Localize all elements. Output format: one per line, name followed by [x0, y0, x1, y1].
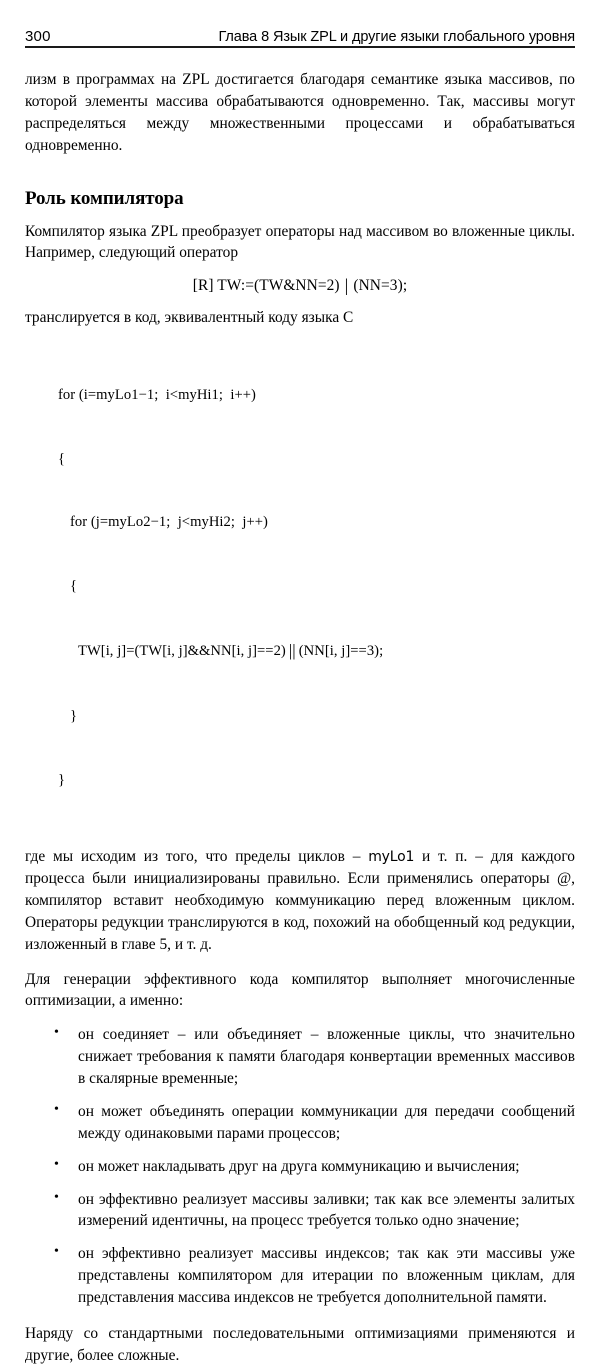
list-item: • он эффективно реализует массивы заливки; так как все элементы залитых измерений идентичны, на процесс требуется только одно значение;	[25, 1189, 575, 1233]
list-item: • он соединяет – или объединяет – вложенные циклы, что значительно снижает требования к памяти благодаря конвертации временных массивов в скалярные временные;	[25, 1024, 575, 1090]
code-line	[25, 639, 575, 664]
code-line: }	[58, 771, 66, 788]
paragraph-optimizations-lead: Для генерации эффективного кода компилятор выполняет многочисленные оптимизации, а именно:	[25, 970, 575, 1010]
code-stmt-right: (NN[i, j]==3);	[298, 643, 384, 660]
page-number: 300	[25, 28, 51, 45]
paragraph-text-part-b: и т. п. – для каждого процесса были инициализированы правильно. Если применялись операторы @, компилятор вставит необходимую коммуникацию перед вложенным циклом. Операторы редукции транслируются в код, похожий на обобщенный код редукции, изложенный в главе 5, и т. д.	[25, 848, 575, 953]
display-formula	[25, 277, 575, 295]
formula-right: (NN=3);	[353, 277, 408, 295]
running-head	[25, 0, 575, 48]
formula-separator: |	[344, 275, 349, 296]
paragraph-compiler-intro: Компилятор языка ZPL преобразует операторы над массивом во вложенные циклы. Например, следующий оператор	[25, 222, 575, 262]
section-heading: Роль компилятора	[25, 187, 184, 209]
identifier-mylo1: myLo1	[368, 849, 415, 866]
code-line: for (i=myLo1−1; i<myHi1; i++)	[58, 387, 256, 404]
paragraph-text-part-a: где мы исходим из того, что пределы циклов –	[25, 848, 369, 866]
paragraph-translates: транслируется в код, эквивалентный коду языка C	[25, 309, 354, 327]
code-line: {	[58, 450, 66, 467]
code-line: for (j=myLo2−1; j<myHi2; j++)	[70, 514, 268, 531]
code-line: }	[70, 708, 78, 725]
list-item: • он эффективно реализует массивы индексов; так как эти массивы уже представлены компилятором для итерации по вложенным циклам, для представления массива индексов не требуется дополнительной памяти.	[25, 1243, 575, 1309]
list-item: • он может объединять операции коммуникации для передачи сообщений между одинаковыми парами процессов;	[25, 1101, 575, 1145]
paragraph-intro: лизм в программах на ZPL достигается благодаря семантике языка массивов, по которой элементы массива обрабатываются одновременно. Так, массивы могут распределяться между множественными процессами и обрабатываться одновременно.	[25, 71, 575, 154]
code-or-operator: ||	[288, 641, 296, 661]
chapter-running-title: Глава 8 Язык ZPL и другие языки глобального уровня	[218, 28, 575, 45]
formula-left: [R] TW:=(TW&NN=2)	[192, 277, 340, 295]
optimizations-list	[25, 1024, 575, 1309]
paragraph-closing: Наряду со стандартными последовательными оптимизациями применяются и другие, более сложные.	[25, 1324, 575, 1364]
code-line: {	[70, 577, 78, 594]
code-stmt-left: TW[i, j]=(TW[i, j]&&NN[i, j]==2)	[78, 643, 286, 660]
list-item: • он может накладывать друг на друга коммуникацию и вычисления;	[25, 1156, 575, 1178]
paragraph-loop-bounds	[25, 846, 575, 955]
code-listing	[25, 343, 575, 833]
